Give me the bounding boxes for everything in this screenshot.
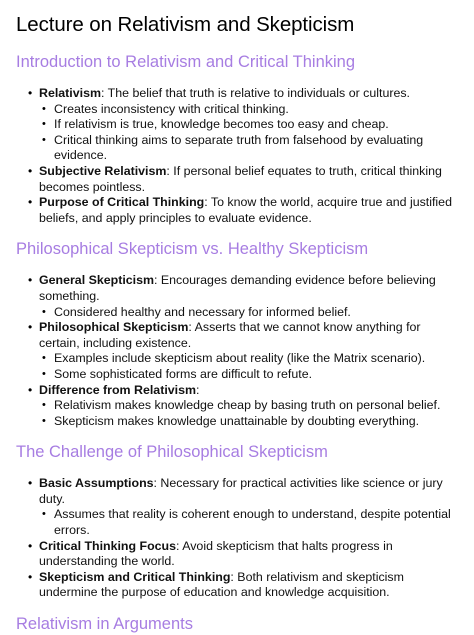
- section-heading: Introduction to Relativism and Critical Thinking: [16, 53, 356, 71]
- item-text: : The belief that truth is relative to individuals or cultures.: [100, 86, 410, 100]
- sub-list-item: • Some sophisticated forms are difficult to refute.: [39, 367, 458, 383]
- section-skepticism: [16, 238, 458, 429]
- item-text: : Asserts that we cannot know anything for certain, including existence.: [39, 320, 421, 350]
- term-label: Skepticism and Critical Thinking: [39, 569, 231, 584]
- item-text: : If personal belief equates to truth, critical thinking becomes pointless.: [39, 163, 442, 194]
- list-item: [16, 383, 458, 430]
- page-title: Lecture on Relativism and Skepticism: [16, 13, 355, 36]
- term-label: General Skepticism: [39, 273, 155, 288]
- sub-bullet-list: [39, 305, 458, 321]
- sub-list-item: • Considered healthy and necessary for informed belief.: [39, 305, 458, 321]
- bullet-list: [16, 476, 458, 601]
- section-heading: The Challenge of Philosophical Skepticism: [16, 443, 328, 462]
- term-label: Critical Thinking Focus: [39, 538, 176, 553]
- sub-list-item: • Skepticism makes knowledge unattainable by doubting everything.: [39, 414, 458, 430]
- list-item: [16, 273, 458, 320]
- term-label: Basic Assumptions: [39, 476, 154, 491]
- list-item: [16, 164, 458, 195]
- section-heading: Relativism in Arguments: [16, 615, 193, 634]
- term-label: Difference from Relativism: [39, 382, 197, 397]
- item-text: : Avoid skepticism that halts progress in understanding the world.: [39, 538, 393, 569]
- sub-list-item: • Relativism makes knowledge cheap by basing truth on personal belief.: [39, 398, 458, 414]
- sub-bullet-list: [39, 102, 458, 164]
- sub-list-item: • Creates inconsistency with critical thinking.: [39, 102, 458, 118]
- list-item: [16, 539, 458, 570]
- section-heading: Philosophical Skepticism vs. Healthy Skepticism: [16, 240, 369, 259]
- term-label: Subjective Relativism: [39, 163, 167, 178]
- term-label: Relativism: [39, 86, 101, 100]
- sub-bullet-list: [39, 507, 458, 538]
- sub-list-item: • Examples include skepticism about reality (like the Matrix scenario).: [39, 351, 458, 367]
- sub-list-item: • If relativism is true, knowledge becomes too easy and cheap.: [39, 117, 458, 133]
- list-item: [16, 320, 458, 382]
- item-text: :: [196, 382, 200, 397]
- bullet-list: [16, 273, 458, 429]
- list-item: [16, 86, 458, 164]
- sub-list-item: • Assumes that reality is coherent enough to understand, despite potential errors.: [39, 507, 458, 538]
- list-item: [16, 476, 458, 538]
- item-text: : Both relativism and skepticism undermine the purpose of education and knowledge acquisition.: [39, 569, 404, 600]
- sub-bullet-list: [39, 351, 458, 382]
- list-item: [16, 195, 458, 226]
- sub-bullet-list: [39, 398, 458, 429]
- bullet-list: [16, 86, 458, 226]
- term-label: Philosophical Skepticism: [39, 320, 189, 335]
- item-text: : Necessary for practical activities like science or jury duty.: [39, 476, 443, 506]
- sub-list-item: • Critical thinking aims to separate truth from falsehood by evaluating evidence.: [39, 133, 458, 164]
- item-text: : Encourages demanding evidence before believing something.: [39, 273, 436, 303]
- item-text: : To know the world, acquire true and justified beliefs, and apply principles to evaluate evidence.: [39, 195, 452, 225]
- section-introduction: [16, 51, 458, 226]
- term-label: Purpose of Critical Thinking: [39, 195, 205, 210]
- section-challenge: [16, 441, 458, 601]
- list-item: [16, 570, 458, 601]
